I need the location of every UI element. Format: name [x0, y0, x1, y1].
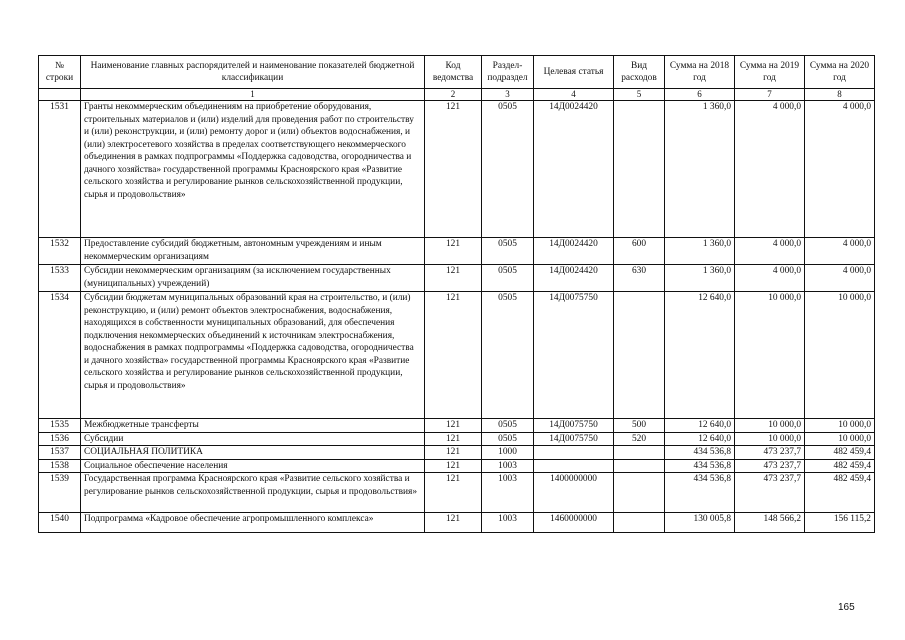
amount-2020: 10 000,0 — [805, 292, 875, 419]
expense-type — [614, 446, 665, 460]
department-code: 121 — [425, 101, 482, 238]
table-row — [39, 292, 875, 419]
amount-2020: 156 115,2 — [805, 513, 875, 533]
header-cell: Целевая статья — [534, 56, 614, 89]
header-cell: № строки — [39, 56, 81, 89]
row-description: Межбюджетные трансферты — [81, 419, 425, 433]
amount-2020: 482 459,4 — [805, 459, 875, 473]
header-cell: Сумма на 2019 год — [735, 56, 805, 89]
header-cell: Раздел- подраздел — [482, 56, 534, 89]
department-code: 121 — [425, 419, 482, 433]
amount-2018: 12 640,0 — [665, 419, 735, 433]
row-description: Субсидии бюджетам муниципальных образований края на строительство, и (или) реконструкцию, и (или) ремонт объектов электроснабжения, водоснабжения, находящихся в собственности муниципальных образований, для обеспечения подключения некоммерческих объединений к источникам электроснабжения, водоснабжения в рамках подпрограммы «Поддержка садоводства, огородничества и дачного хозяйства» государственной программы Красноярского края «Развитие сельского хозяйства и регулирование рынков сельскохозяйственной продукции, сырья и продовольствия» — [81, 292, 425, 419]
row-number: 1533 — [39, 265, 81, 292]
amount-2018: 12 640,0 — [665, 432, 735, 446]
amount-2018: 434 536,8 — [665, 459, 735, 473]
amount-2018: 1 360,0 — [665, 101, 735, 238]
target-item: 1400000000 — [534, 473, 614, 513]
section-code: 0505 — [482, 419, 534, 433]
column-number: 2 — [425, 89, 482, 101]
target-item: 14Д0075750 — [534, 292, 614, 419]
amount-2018: 434 536,8 — [665, 473, 735, 513]
target-item: 14Д0024420 — [534, 238, 614, 265]
amount-2019: 4 000,0 — [735, 101, 805, 238]
amount-2019: 473 237,7 — [735, 446, 805, 460]
target-item: 1460000000 — [534, 513, 614, 533]
section-code: 1000 — [482, 446, 534, 460]
expense-type: 600 — [614, 238, 665, 265]
expense-type — [614, 459, 665, 473]
table-row — [39, 446, 875, 460]
row-number: 1540 — [39, 513, 81, 533]
amount-2018: 1 360,0 — [665, 265, 735, 292]
header-cell: Наименование главных распорядителей и наименование показателей бюджетной классификации — [81, 56, 425, 89]
department-code: 121 — [425, 446, 482, 460]
table-row — [39, 513, 875, 533]
header-row — [39, 56, 875, 89]
amount-2019: 10 000,0 — [735, 419, 805, 433]
amount-2020: 482 459,4 — [805, 473, 875, 513]
section-code: 1003 — [482, 513, 534, 533]
target-item: 14Д0075750 — [534, 419, 614, 433]
amount-2020: 4 000,0 — [805, 265, 875, 292]
section-code: 0505 — [482, 265, 534, 292]
column-number: 3 — [482, 89, 534, 101]
column-number: 6 — [665, 89, 735, 101]
row-description: Предоставление субсидий бюджетным, автономным учреждениям и иным некоммерческим организациям — [81, 238, 425, 265]
target-item — [534, 459, 614, 473]
department-code: 121 — [425, 265, 482, 292]
row-description: Субсидии — [81, 432, 425, 446]
section-code: 1003 — [482, 473, 534, 513]
column-number-row — [39, 89, 875, 101]
amount-2020: 10 000,0 — [805, 419, 875, 433]
table-row — [39, 419, 875, 433]
table-row — [39, 101, 875, 238]
amount-2020: 10 000,0 — [805, 432, 875, 446]
target-item: 14Д0024420 — [534, 265, 614, 292]
row-number: 1537 — [39, 446, 81, 460]
amount-2019: 148 566,2 — [735, 513, 805, 533]
department-code: 121 — [425, 432, 482, 446]
section-code: 0505 — [482, 238, 534, 265]
target-item — [534, 446, 614, 460]
header-cell: Сумма на 2018 год — [665, 56, 735, 89]
section-code: 0505 — [482, 432, 534, 446]
amount-2018: 434 536,8 — [665, 446, 735, 460]
amount-2019: 473 237,7 — [735, 473, 805, 513]
amount-2018: 1 360,0 — [665, 238, 735, 265]
department-code: 121 — [425, 292, 482, 419]
amount-2020: 4 000,0 — [805, 101, 875, 238]
row-number: 1534 — [39, 292, 81, 419]
column-number — [39, 89, 81, 101]
row-number: 1538 — [39, 459, 81, 473]
amount-2020: 4 000,0 — [805, 238, 875, 265]
expense-type: 630 — [614, 265, 665, 292]
amount-2019: 10 000,0 — [735, 432, 805, 446]
department-code: 121 — [425, 459, 482, 473]
table-row — [39, 459, 875, 473]
expense-type — [614, 101, 665, 238]
amount-2019: 10 000,0 — [735, 292, 805, 419]
target-item: 14Д0024420 — [534, 101, 614, 238]
column-number: 5 — [614, 89, 665, 101]
column-number: 1 — [81, 89, 425, 101]
target-item: 14Д0075750 — [534, 432, 614, 446]
column-number: 4 — [534, 89, 614, 101]
column-number: 7 — [735, 89, 805, 101]
table-row — [39, 473, 875, 513]
page-number: 165 — [838, 602, 855, 613]
header-cell: Вид расходов — [614, 56, 665, 89]
column-number: 8 — [805, 89, 875, 101]
expense-type: 500 — [614, 419, 665, 433]
header-cell: Код ведомства — [425, 56, 482, 89]
row-description: Гранты некоммерческим объединениям на приобретение оборудования, строительных материалов и (или) изделий для проведения работ по строительству и (или) реконструкции, и (или) ремонту дорог и (или) объектов водоснабжения, и (или) электросетевого хозяйства в пределах соответствующего некоммерческого объединения в рамках подпрограммы «Поддержка садоводства, огородничества и дачного хозяйства» государственной программы Красноярского края «Развитие сельского хозяйства и регулирование рынков сельскохозяйственной продукции, сырья и продовольствия» — [81, 101, 425, 238]
expense-type — [614, 292, 665, 419]
expense-type — [614, 473, 665, 513]
table-row — [39, 238, 875, 265]
row-number: 1532 — [39, 238, 81, 265]
row-description: СОЦИАЛЬНАЯ ПОЛИТИКА — [81, 446, 425, 460]
section-code: 1003 — [482, 459, 534, 473]
department-code: 121 — [425, 513, 482, 533]
amount-2019: 4 000,0 — [735, 238, 805, 265]
row-description: Субсидии некоммерческим организациям (за исключением государственных (муниципальных) учреждений) — [81, 265, 425, 292]
amount-2018: 130 005,8 — [665, 513, 735, 533]
amount-2019: 473 237,7 — [735, 459, 805, 473]
row-number: 1539 — [39, 473, 81, 513]
section-code: 0505 — [482, 292, 534, 419]
row-number: 1536 — [39, 432, 81, 446]
expense-type — [614, 513, 665, 533]
header-cell: Сумма на 2020 год — [805, 56, 875, 89]
budget-table — [38, 55, 875, 533]
row-number: 1531 — [39, 101, 81, 238]
department-code: 121 — [425, 473, 482, 513]
department-code: 121 — [425, 238, 482, 265]
row-description: Государственная программа Красноярского края «Развитие сельского хозяйства и регулирование рынков сельскохозяйственной продукции, сырья и продовольствия» — [81, 473, 425, 513]
amount-2019: 4 000,0 — [735, 265, 805, 292]
amount-2020: 482 459,4 — [805, 446, 875, 460]
table-row — [39, 265, 875, 292]
section-code: 0505 — [482, 101, 534, 238]
row-description: Подпрограмма «Кадровое обеспечение агропромышленного комплекса» — [81, 513, 425, 533]
expense-type: 520 — [614, 432, 665, 446]
row-number: 1535 — [39, 419, 81, 433]
table-row — [39, 432, 875, 446]
row-description: Социальное обеспечение населения — [81, 459, 425, 473]
amount-2018: 12 640,0 — [665, 292, 735, 419]
